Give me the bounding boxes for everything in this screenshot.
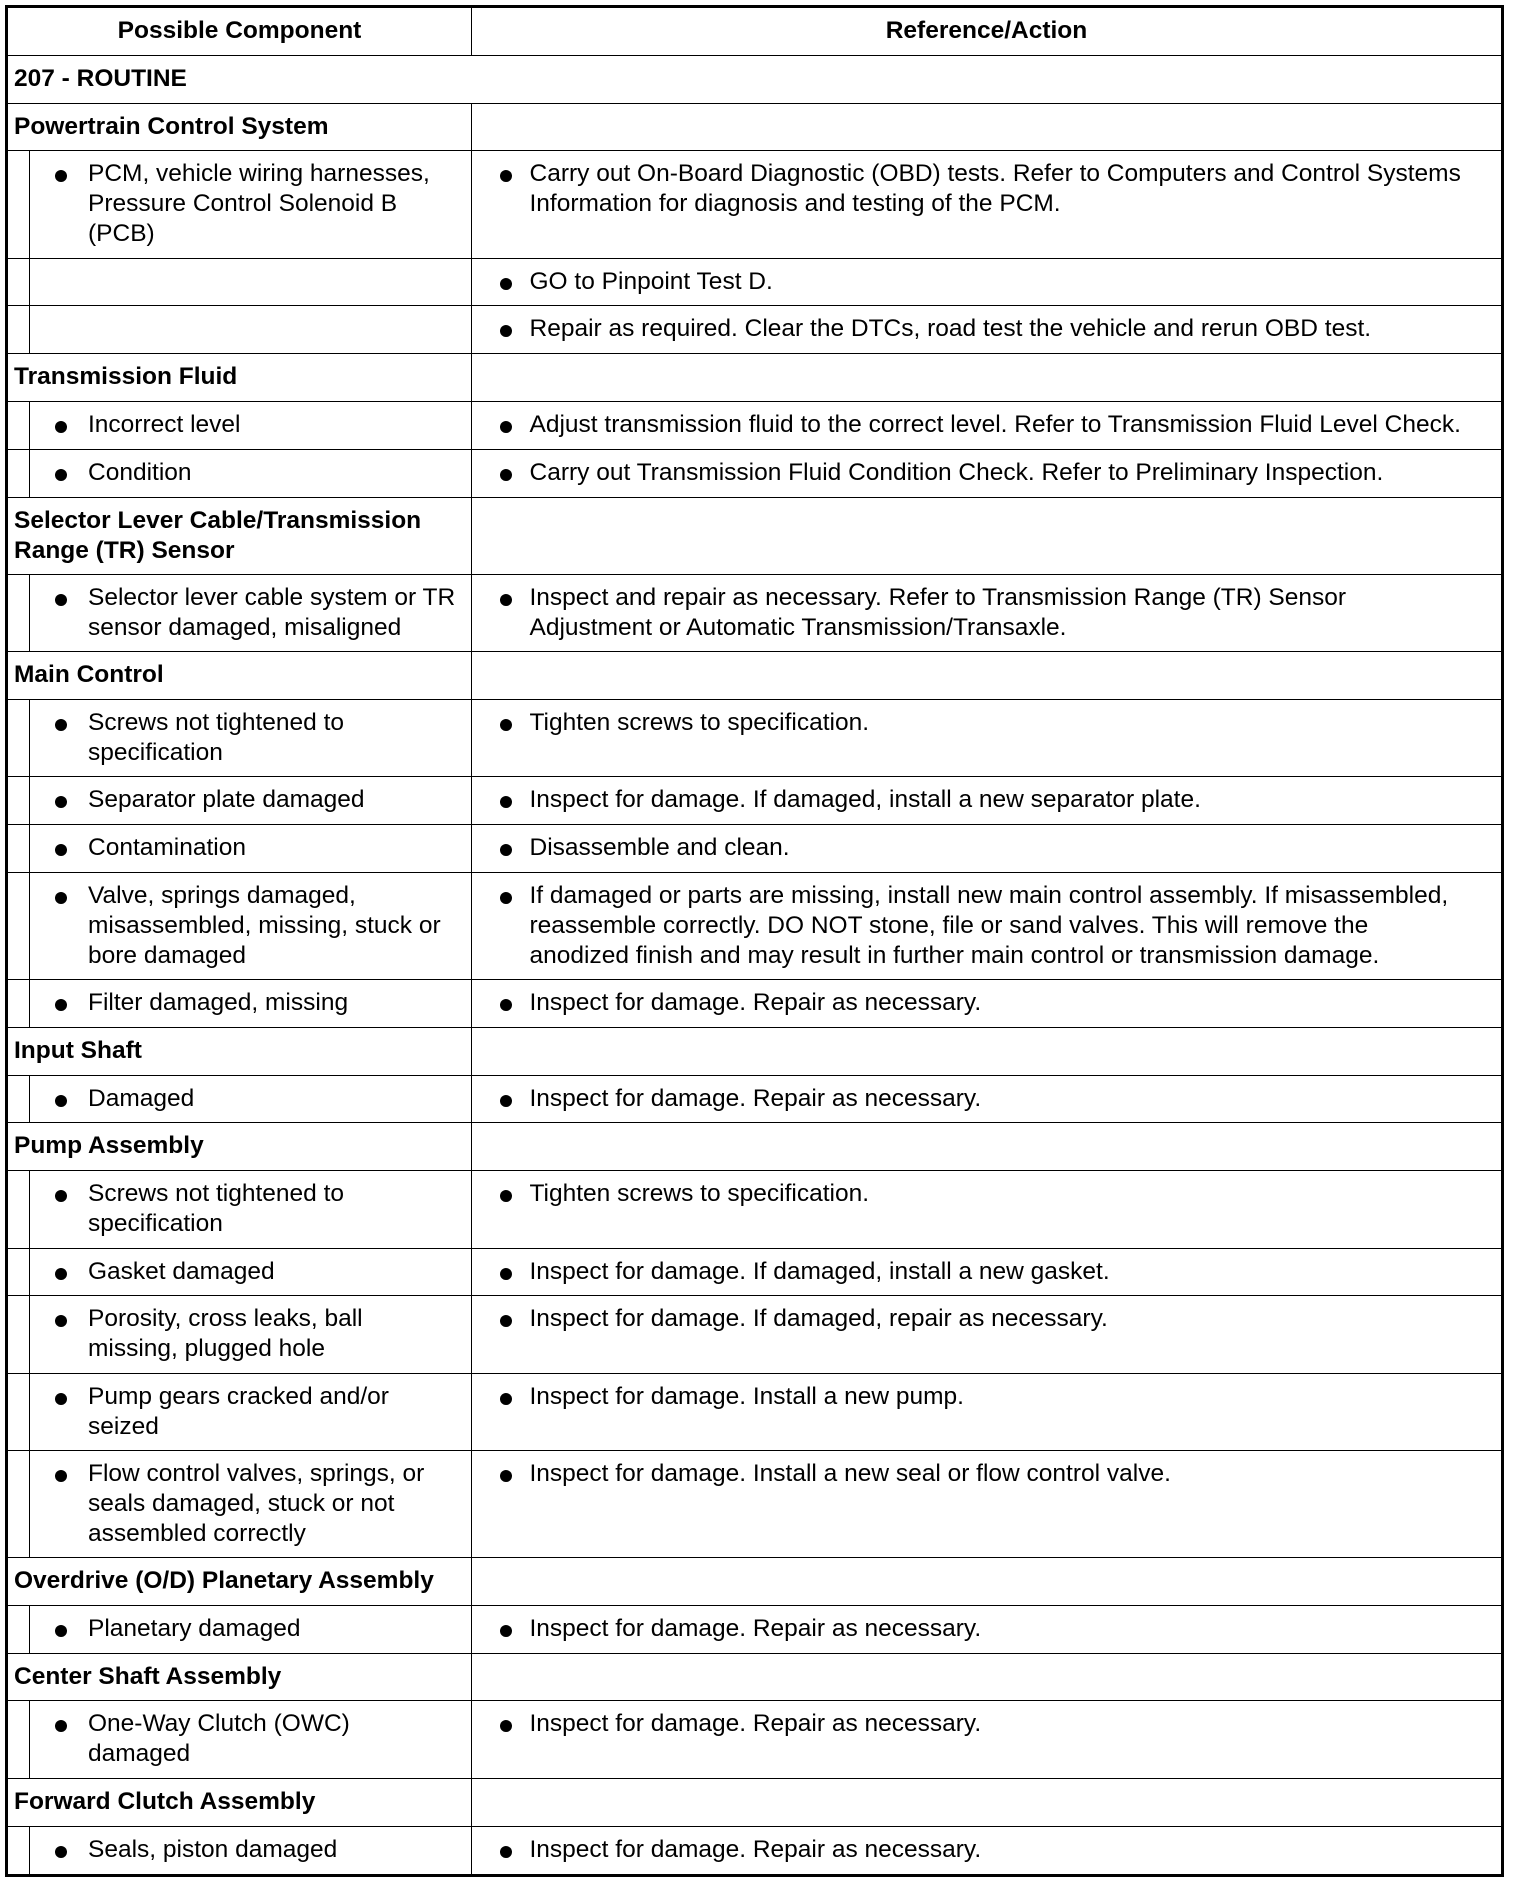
component-text: Porosity, cross leaks, ball missing, plugged hole: [88, 1305, 363, 1363]
component-cell: [30, 1296, 471, 1372]
component-text: Separator plate damaged: [88, 786, 365, 814]
bullet-icon: [55, 1190, 67, 1202]
component-text: Seals, piston damaged: [88, 1835, 338, 1863]
section-row: [8, 56, 1501, 104]
action-cell: [471, 1171, 1501, 1247]
group-title: Pump Assembly: [14, 1132, 204, 1160]
action-cell: [471, 1451, 1501, 1557]
action-text: Tighten screws to specification.: [529, 708, 870, 736]
bullet-icon: [55, 469, 67, 481]
bullet-icon: [55, 421, 67, 433]
component-text: Incorrect level: [88, 410, 241, 438]
action-text: Inspect for damage. Install a new seal or flow control valve.: [529, 1459, 1171, 1487]
bullet-icon: [55, 1846, 67, 1858]
bullet-icon: [500, 1720, 512, 1732]
group-title-cell: [8, 354, 471, 401]
action-cell: [471, 700, 1501, 776]
component-cell: [30, 402, 471, 449]
action-cell: [471, 1249, 1501, 1296]
action-text: Inspect for damage. If damaged, install a new gasket.: [529, 1257, 1110, 1285]
action-cell: [471, 777, 1501, 824]
indent-cell: [8, 151, 30, 257]
group-action-cell: [471, 1654, 1501, 1701]
bullet-icon: [500, 796, 512, 808]
action-text: Carry out Transmission Fluid Condition Check. Refer to Preliminary Inspection.: [529, 458, 1384, 486]
component-cell: [30, 873, 471, 979]
action-cell: [471, 1076, 1501, 1123]
component-cell: [30, 1451, 471, 1557]
group-row: [8, 1558, 1501, 1606]
group-title: Center Shaft Assembly: [14, 1662, 282, 1690]
indent-cell: [8, 1296, 30, 1372]
component-text: Filter damaged, missing: [88, 989, 349, 1017]
component-cell: [30, 980, 471, 1027]
table-row: [8, 1451, 1501, 1558]
bullet-icon: [55, 892, 67, 904]
component-cell: [30, 825, 471, 872]
action-text: Repair as required. Clear the DTCs, road test the vehicle and rerun OBD test.: [529, 315, 1372, 343]
action-text: Inspect for damage. Repair as necessary.: [529, 989, 982, 1017]
component-text: Flow control valves, springs, or seals damaged, stuck or not assembled correctly: [88, 1459, 425, 1547]
component-text: Contamination: [88, 834, 246, 862]
component-cell: [30, 1606, 471, 1653]
bullet-icon: [500, 1846, 512, 1858]
component-cell: [30, 151, 471, 257]
header-reference-action-cell: [471, 8, 1501, 55]
component-cell: [30, 1701, 471, 1777]
indent-cell: [8, 1171, 30, 1247]
header-possible-component: Possible Component: [117, 17, 362, 44]
component-text: Selector lever cable system or TR sensor damaged, misaligned: [88, 583, 456, 641]
action-cell: [471, 1701, 1501, 1777]
action-cell: [471, 306, 1501, 353]
bullet-icon: [55, 170, 67, 182]
action-text: Inspect and repair as necessary. Refer to Transmission Range (TR) Sensor Adjustment or Automatic Transmission/Transaxle.: [529, 583, 1347, 641]
bullet-icon: [55, 594, 67, 606]
bullet-icon: [55, 1095, 67, 1107]
action-text: Inspect for damage. Repair as necessary.: [529, 1614, 982, 1642]
bullet-icon: [500, 170, 512, 182]
component-cell: [30, 1076, 471, 1123]
group-action-cell: [471, 1779, 1501, 1826]
bullet-icon: [500, 421, 512, 433]
action-cell: [471, 259, 1501, 306]
indent-cell: [8, 700, 30, 776]
action-cell: [471, 825, 1501, 872]
bullet-icon: [500, 892, 512, 904]
component-cell: [30, 1249, 471, 1296]
indent-cell: [8, 1249, 30, 1296]
bullet-icon: [500, 719, 512, 731]
component-text: One-Way Clutch (OWC) damaged: [88, 1710, 350, 1768]
indent-cell: [8, 1827, 30, 1875]
bullet-icon: [500, 1315, 512, 1327]
bullet-icon: [500, 469, 512, 481]
action-cell: [471, 1374, 1501, 1450]
bullet-icon: [500, 1393, 512, 1405]
component-text: Screws not tightened to specification: [88, 708, 345, 766]
group-row: [8, 1779, 1501, 1827]
component-text: Gasket damaged: [88, 1257, 275, 1285]
group-row: [8, 1028, 1501, 1076]
group-title: Forward Clutch Assembly: [14, 1787, 316, 1815]
header-possible-component-cell: [8, 8, 471, 55]
table-row: [8, 306, 1501, 354]
action-text: Tighten screws to specification.: [529, 1180, 870, 1208]
bullet-icon: [500, 1095, 512, 1107]
action-text: Inspect for damage. If damaged, install a new separator plate.: [529, 786, 1201, 814]
group-row: [8, 1654, 1501, 1702]
component-text: Valve, springs damaged, misassembled, missing, stuck or bore damaged: [88, 881, 441, 969]
group-title-cell: [8, 1558, 471, 1605]
indent-cell: [8, 825, 30, 872]
table-row: [8, 450, 1501, 498]
indent-cell: [8, 1606, 30, 1653]
component-text: Damaged: [88, 1084, 195, 1112]
component-cell: [30, 306, 471, 353]
action-cell: [471, 402, 1501, 449]
action-text: Inspect for damage. If damaged, repair as necessary.: [529, 1305, 1108, 1333]
bullet-icon: [500, 999, 512, 1011]
table-row: [8, 1701, 1501, 1778]
bullet-icon: [500, 1268, 512, 1280]
table-row: [8, 1606, 1501, 1654]
indent-cell: [8, 306, 30, 353]
group-row: [8, 104, 1501, 152]
bullet-icon: [500, 1625, 512, 1637]
indent-cell: [8, 1374, 30, 1450]
component-cell: [30, 259, 471, 306]
indent-cell: [8, 1076, 30, 1123]
component-cell: [30, 1171, 471, 1247]
group-row: [8, 652, 1501, 700]
bullet-icon: [55, 1393, 67, 1405]
action-text: Inspect for damage. Repair as necessary.: [529, 1084, 982, 1112]
table-row: [8, 825, 1501, 873]
bullet-icon: [55, 1625, 67, 1637]
bullet-icon: [500, 325, 512, 337]
action-cell: [471, 450, 1501, 497]
group-row: [8, 498, 1501, 575]
group-row: [8, 354, 1501, 402]
group-title: Transmission Fluid: [14, 363, 238, 391]
bullet-icon: [500, 594, 512, 606]
component-cell: [30, 575, 471, 651]
table-row: [8, 402, 1501, 450]
component-text: Condition: [88, 458, 192, 486]
table-row: [8, 1296, 1501, 1373]
bullet-icon: [500, 1470, 512, 1482]
section-title: 207 - ROUTINE: [14, 64, 187, 92]
indent-cell: [8, 259, 30, 306]
action-text: Inspect for damage. Repair as necessary.: [529, 1835, 982, 1863]
section-cell: [8, 56, 1501, 103]
bullet-icon: [500, 1190, 512, 1202]
component-text: Screws not tightened to specification: [88, 1180, 345, 1238]
group-title-cell: [8, 498, 471, 574]
group-action-cell: [471, 1558, 1501, 1605]
bullet-icon: [500, 278, 512, 290]
group-title-cell: [8, 104, 471, 151]
indent-cell: [8, 575, 30, 651]
table-row: [8, 700, 1501, 777]
table-row: [8, 1374, 1501, 1451]
group-action-cell: [471, 104, 1501, 151]
action-text: Carry out On-Board Diagnostic (OBD) tests. Refer to Computers and Control Systems Information for diagnosis and testing of the PCM.: [529, 160, 1461, 218]
table-row: [8, 575, 1501, 652]
component-cell: [30, 777, 471, 824]
indent-cell: [8, 1451, 30, 1557]
action-text: Inspect for damage. Repair as necessary.: [529, 1710, 982, 1738]
indent-cell: [8, 777, 30, 824]
table-row: [8, 1171, 1501, 1248]
bullet-icon: [55, 1268, 67, 1280]
group-action-cell: [471, 354, 1501, 401]
header-reference-action: Reference/Action: [885, 17, 1088, 44]
group-title-cell: [8, 1123, 471, 1170]
bullet-icon: [55, 719, 67, 731]
group-title: Overdrive (O/D) Planetary Assembly: [14, 1567, 434, 1595]
bullet-icon: [55, 999, 67, 1011]
table-row: [8, 151, 1501, 258]
component-cell: [30, 450, 471, 497]
group-action-cell: [471, 498, 1501, 574]
group-title-cell: [8, 1028, 471, 1075]
bullet-icon: [55, 1720, 67, 1732]
component-cell: [30, 1827, 471, 1875]
group-title-cell: [8, 1779, 471, 1826]
component-text: PCM, vehicle wiring harnesses, Pressure Control Solenoid B (PCB): [88, 160, 430, 248]
group-row: [8, 1123, 1501, 1171]
table-row: [8, 1249, 1501, 1297]
indent-cell: [8, 873, 30, 979]
bullet-icon: [55, 844, 67, 856]
action-text: GO to Pinpoint Test D.: [529, 267, 773, 295]
table-row: [8, 873, 1501, 980]
indent-cell: [8, 402, 30, 449]
group-action-cell: [471, 652, 1501, 699]
indent-cell: [8, 1701, 30, 1777]
group-title: Input Shaft: [14, 1036, 142, 1064]
action-text: If damaged or parts are missing, install new main control assembly. If misassembled, reassemble correctly. DO NOT stone, file or sand valves. This will remove the anodized finish and may result in further main control or transmission damage.: [529, 881, 1449, 969]
bullet-icon: [55, 796, 67, 808]
group-title-cell: [8, 1654, 471, 1701]
table-row: [8, 259, 1501, 307]
action-cell: [471, 575, 1501, 651]
action-cell: [471, 1606, 1501, 1653]
bullet-icon: [55, 1470, 67, 1482]
bullet-icon: [500, 844, 512, 856]
action-text: Adjust transmission fluid to the correct level. Refer to Transmission Fluid Level Check.: [529, 410, 1461, 438]
action-cell: [471, 1827, 1501, 1875]
table-row: [8, 980, 1501, 1028]
action-cell: [471, 980, 1501, 1027]
indent-cell: [8, 450, 30, 497]
action-cell: [471, 873, 1501, 979]
group-action-cell: [471, 1028, 1501, 1075]
group-title: Main Control: [14, 661, 164, 689]
group-action-cell: [471, 1123, 1501, 1170]
table-row: [8, 1827, 1501, 1875]
group-title-cell: [8, 652, 471, 699]
component-text: Pump gears cracked and/or seized: [88, 1382, 389, 1440]
table-row: [8, 777, 1501, 825]
action-cell: [471, 1296, 1501, 1372]
bullet-icon: [55, 1315, 67, 1327]
component-cell: [30, 1374, 471, 1450]
action-cell: [471, 151, 1501, 257]
component-text: Planetary damaged: [88, 1614, 301, 1642]
indent-cell: [8, 980, 30, 1027]
troubleshooting-table: [5, 5, 1504, 1877]
table-header-row: [8, 8, 1501, 56]
action-text: Inspect for damage. Install a new pump.: [529, 1382, 964, 1410]
group-title: Selector Lever Cable/Transmission Range (TR) Sensor: [14, 506, 422, 564]
action-text: Disassemble and clean.: [529, 834, 790, 862]
component-cell: [30, 700, 471, 776]
group-title: Powertrain Control System: [14, 112, 329, 140]
table-row: [8, 1076, 1501, 1124]
